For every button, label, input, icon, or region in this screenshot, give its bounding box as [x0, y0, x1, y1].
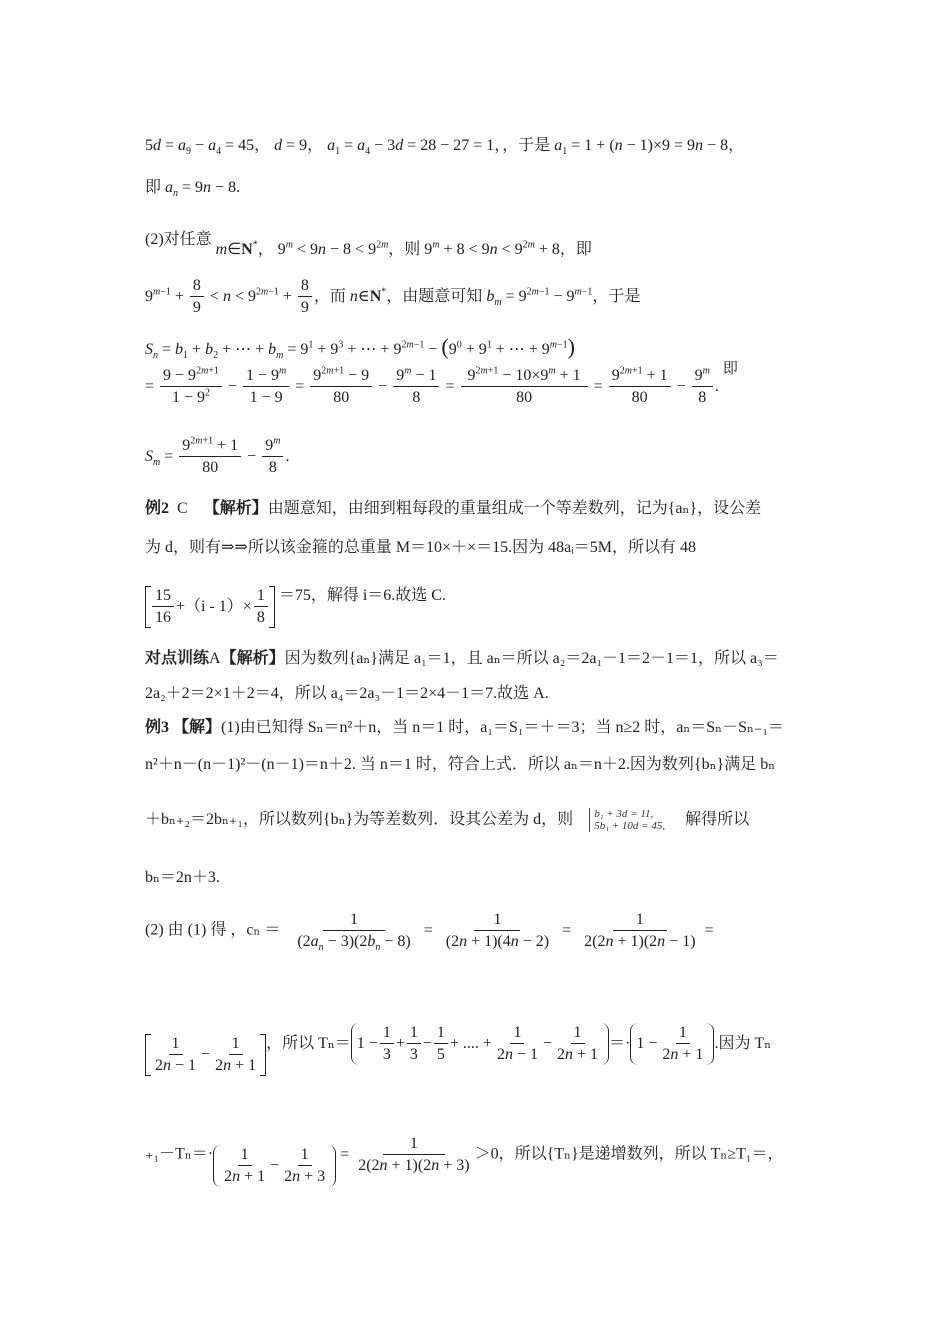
drill-text-2: 2a₂＋2＝2×1＋2＝4，所以 a₄＝2a₃－1＝2×4－1＝7.故选 A.	[145, 685, 549, 702]
example-3-line-3	[145, 808, 749, 832]
part2-line-3: ₊₁－Tₙ＝· 1 2n + 1 − 1 2n + 3 = $\frac{1}{2(2n + 1)(2n + 3)}$ ＞0，所以{Tₙ}是递增数列，所以 Tₙ≥T₁＝，	[145, 1135, 784, 1185]
part2-prefix: (2)对任意	[145, 231, 212, 248]
example-2-label: 例2	[145, 500, 170, 517]
example-3-label: 例3	[145, 719, 170, 736]
equation-line-1: $5d = a_9 - a_4 = 45$， d = 9， $a_1 = a_4 - 3d = 28 - 27 = 1$，，于是 $a_1 = 1 + (n - 1)\times 9 = 9n - 8$，	[145, 137, 745, 158]
part2-diff-text-b: ＞0，所以{Tₙ}是递增数列，所以 Tₙ≥T₁＝，	[474, 1145, 784, 1163]
drill-answer: A	[209, 650, 221, 667]
example-3-line-2	[145, 757, 775, 773]
example-3-text-4: bₙ＝2n＋3.	[145, 869, 220, 886]
example-3-line-1	[145, 720, 784, 736]
drill-text-1: 因为数列{aₙ}满足 a₁＝1，且 aₙ＝所以 a₂＝2a₁－1＝2－1＝1，所以 a₃＝	[284, 650, 779, 667]
example-2-answer: C	[177, 500, 188, 517]
example-2-line-3: 15 16 +（i - 1）× 1 8 ＝75，解得 i＝6.故选 C.	[145, 586, 446, 628]
example-3-text-3: ＋bₙ₊₂＝2bₙ₊₁，所以数列{bₙ}为等差数列．设其公差为 d，则	[145, 810, 574, 828]
equation-line-5: $S_n = b_1 + b_2$ + ⋯ + $b_m = 9^1 + 9^3$ + ⋯ + $9^{2m-1} - (9^0 + 9^1$ + ⋯ + $9^{m-1}$)	[145, 334, 575, 362]
drill-line-2	[145, 686, 549, 702]
equation-system	[589, 808, 665, 832]
example-3-tag: 【解】	[173, 719, 222, 736]
example-3-text-1: (1)由已知得 Sₙ＝n²＋n，当 n＝1 时，a₁＝S₁＝＋＝3；当 n≥2 时，aₙ＝Sₙ－Sₙ₋₁＝	[221, 719, 784, 736]
text-ji: 即	[145, 179, 162, 196]
text-ji-2: 即	[722, 360, 738, 377]
part2-cn-prefix: (2) 由 (1) 得 ，cₙ ＝	[145, 921, 281, 939]
example-2-line-2	[145, 540, 696, 556]
equation-line-2: 即 $a_n = 9n - 8$.	[145, 179, 241, 200]
system-eq-1: b₁ + 3d = 11,	[594, 808, 654, 820]
example-2-line-1	[145, 501, 761, 517]
part2-diff-text-a: ₊₁－Tₙ＝·	[145, 1145, 214, 1163]
part2-tn-text-c: .因为 Tₙ	[714, 1035, 772, 1052]
equation-line-3: (2)对任意 m∈N*， $9^m < 9n - 8 < 9^{2m}$，则 $9^m + 8 < 9n < 9^{2m} + 8$，即	[145, 231, 592, 258]
part2-line-1: (2) 由 (1) 得 ，cₙ ＝ $\frac{1}{(2a_n - 3)(2b_n - 8)}$ = $\frac{1}{(2n + 1)(4n - 2)}$ = $\frac{1}{2(2n + 1)(2n - 1)}$ =	[145, 911, 714, 954]
equation-line-7: $S_m$ = $\frac{9^{2m+1} + 1}{80}$ − $\frac{9^m}{8}$ .	[145, 435, 290, 476]
example-2-tag: 【解析】	[203, 500, 268, 517]
example-2-text-1: 由题意知，由细到粗每段的重量组成一个等差数列，记为{aₙ}，设公差	[267, 500, 762, 517]
equation-line-4: $9^{m-1}$ + $\frac{8}{9}$ < $n < 9^{2m-1}$ + $\frac{8}{9}$ ，而 n∈N*，由题意可知 $b_m = 9^{2m-1} - 9^{m-1}$，于是	[145, 277, 641, 316]
example-3-text-3b: 解得所以	[685, 810, 750, 828]
example-2-text-3: ＝75，解得 i＝6.故选 C.	[278, 587, 446, 604]
example-3-line-4	[145, 870, 220, 886]
system-eq-2: 5b₁ + 10d = 45,	[594, 820, 666, 833]
drill-label: 对点训练	[145, 650, 210, 667]
example-3-text-2: n²＋n－(n－1)²－(n－1)＝n＋2. 当 n＝1 时，符合上式．所以 aₙ＝n＋2.因为数列{bₙ}满足 bₙ	[145, 756, 776, 773]
part2-tn-text-a: ，所以 Tₙ＝	[266, 1035, 351, 1052]
equation-line-6: = $\frac{9 - 9^{2m+1}}{1 - 9^2}$ − $\frac{1 - 9^m}{1 - 9}$ = $\frac{9^{2m+1} - 9}{80}$ − $\frac{9^m - 1}{8}$ = $\frac{9^{2m+1} - 10\times 9^m + 1}{80}$ = $\frac{9^{2m+1} + 1}{80}$ − $\frac{9^m}{8}$ . 即	[145, 360, 738, 406]
example-2-text-2: 为 d，则有⇒⇒所以该金箍的总重量 M＝10×＋×＝15.因为 48aᵢ＝5M，所以有 48	[145, 539, 697, 556]
part2-line-2: 1 2n − 1 − 1 2n + 1 ，所以 Tₙ＝ 1 − 1 3 + 1 3 − 1 5 + .... + 1 2n − 1 − 1 2n + 1 ＝· 1 − 1 2n + 1 .因为 Tₙ	[145, 1023, 771, 1076]
drill-line-1	[145, 651, 779, 667]
part2-tn-text-b: ＝·	[609, 1035, 631, 1052]
drill-tag: 【解析】	[220, 650, 285, 667]
